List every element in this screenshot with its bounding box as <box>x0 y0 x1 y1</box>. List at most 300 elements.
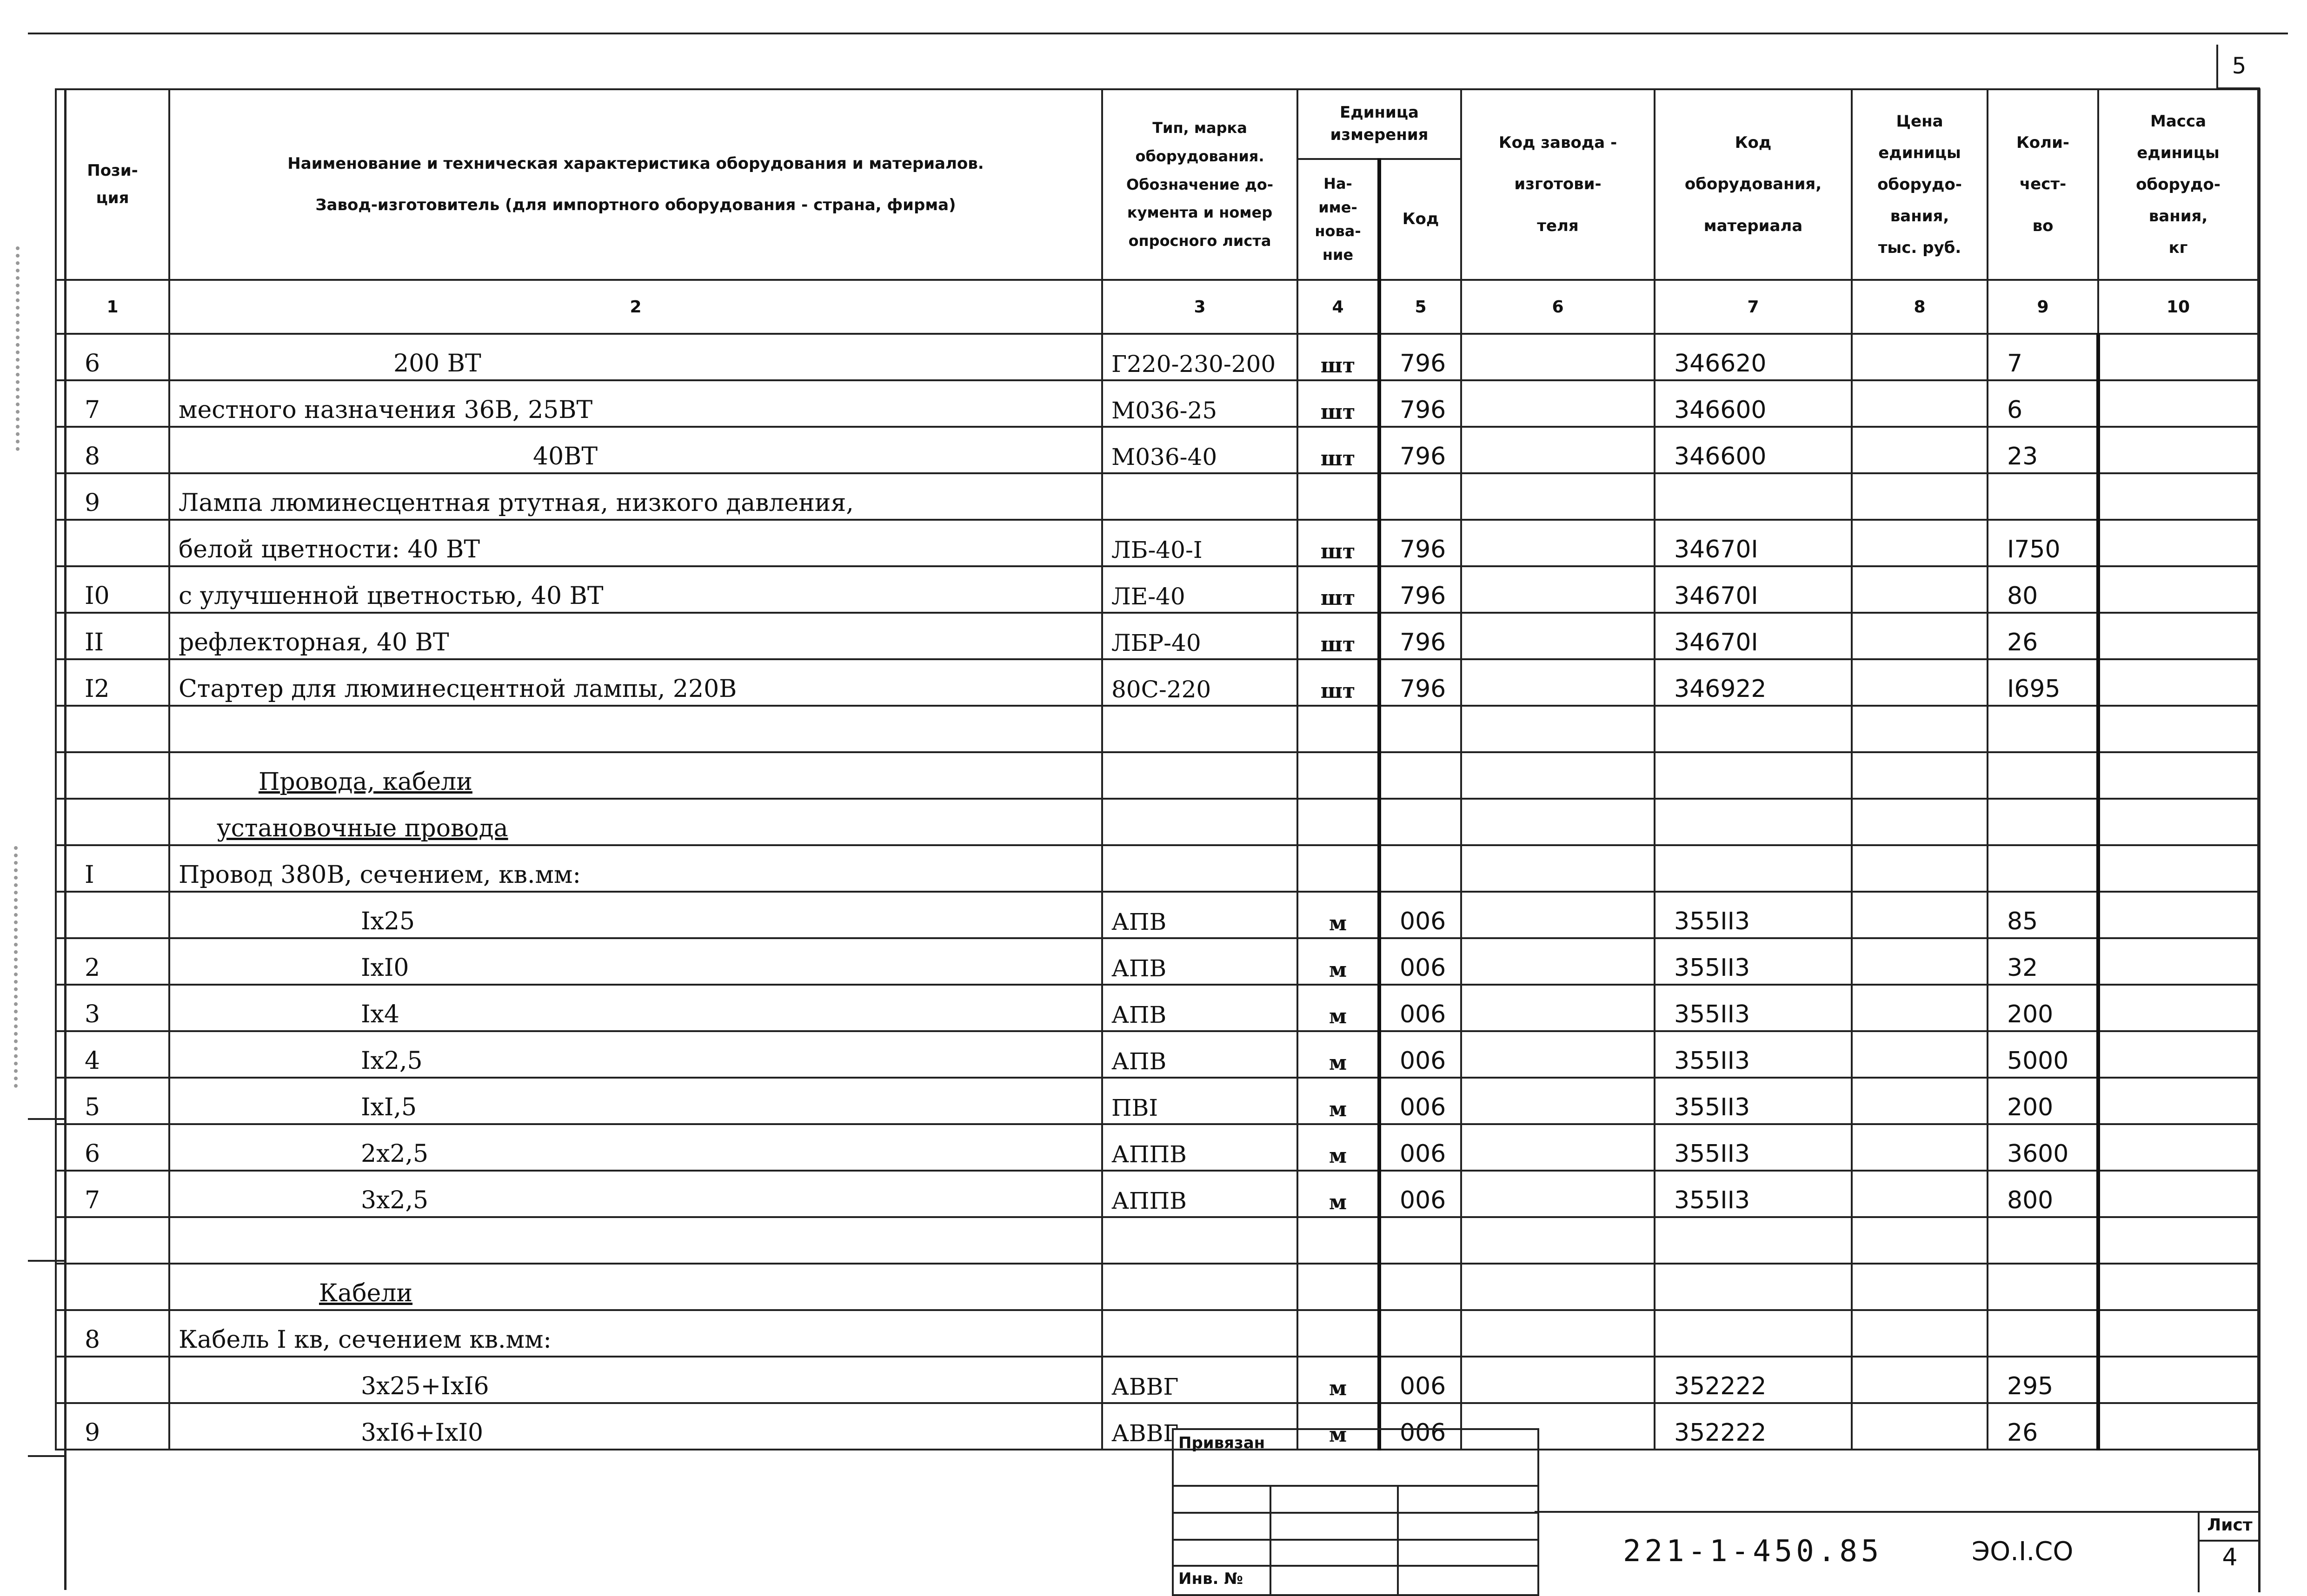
unit-code-cell: 796 <box>1379 566 1461 613</box>
header-price: Цена единицы оборудо- вания, тыс. руб. <box>1852 89 1988 280</box>
name-cell: установочные провода <box>169 799 1102 845</box>
position-cell: 9 <box>56 473 169 520</box>
quantity-cell: 295 <box>1988 1357 2098 1403</box>
name-cell: IхI0 <box>169 938 1102 985</box>
factory-code-cell <box>1461 427 1655 473</box>
unit-code-cell: 796 <box>1379 427 1461 473</box>
price-cell <box>1852 752 1988 799</box>
column-number-row <box>56 280 2258 334</box>
material-code-cell <box>1655 799 1852 845</box>
table-row <box>56 473 2258 520</box>
name-cell: Кабели <box>169 1264 1102 1310</box>
price-cell <box>1852 1403 1988 1450</box>
mass-cell <box>2098 1217 2258 1264</box>
unit-code-cell: 006 <box>1379 985 1461 1031</box>
unit-name-cell: м <box>1297 1171 1379 1217</box>
mass-cell <box>2098 1124 2258 1171</box>
mass-cell <box>2098 985 2258 1031</box>
type-cell <box>1102 1264 1297 1310</box>
top-frame-line <box>28 33 2288 34</box>
unit-code-cell: 006 <box>1379 1171 1461 1217</box>
table-row <box>56 752 2258 799</box>
column-number: 9 <box>1988 280 2098 334</box>
unit-name-cell: шт <box>1297 380 1379 427</box>
factory-code-cell <box>1461 1171 1655 1217</box>
position-cell: I2 <box>56 659 169 706</box>
mass-cell <box>2098 938 2258 985</box>
type-cell: ЛЕ-40 <box>1102 566 1297 613</box>
position-cell: II <box>56 613 169 659</box>
position-cell: I <box>56 845 169 892</box>
quantity-cell: I750 <box>1988 520 2098 566</box>
quantity-cell <box>1988 706 2098 752</box>
sheet-box <box>2198 1511 2260 1592</box>
name-cell <box>169 706 1102 752</box>
material-code-cell <box>1655 845 1852 892</box>
unit-code-cell <box>1379 473 1461 520</box>
quantity-cell <box>1988 1264 2098 1310</box>
header-unit-name: На- име- нова- ние <box>1297 159 1379 280</box>
factory-code-cell <box>1461 380 1655 427</box>
price-cell <box>1852 985 1988 1031</box>
type-cell: АППВ <box>1102 1124 1297 1171</box>
factory-code-cell <box>1461 1078 1655 1124</box>
mass-cell <box>2098 1171 2258 1217</box>
price-cell <box>1852 1217 1988 1264</box>
name-cell: 2х2,5 <box>169 1124 1102 1171</box>
position-cell <box>56 1357 169 1403</box>
material-code-cell <box>1655 1264 1852 1310</box>
factory-code-cell <box>1461 799 1655 845</box>
type-cell <box>1102 752 1297 799</box>
table-row <box>56 985 2258 1031</box>
material-code-cell: 346620 <box>1655 334 1852 380</box>
sheet-number: 4 <box>2222 1543 2238 1571</box>
factory-code-cell <box>1461 1357 1655 1403</box>
type-cell <box>1102 845 1297 892</box>
stamp-line <box>1397 1485 1399 1594</box>
table-row <box>56 938 2258 985</box>
unit-code-cell <box>1379 1217 1461 1264</box>
mass-cell <box>2098 566 2258 613</box>
table-row <box>56 427 2258 473</box>
type-cell: АПВ <box>1102 985 1297 1031</box>
header-material-code: Код оборудования, материала <box>1655 89 1852 280</box>
price-cell <box>1852 706 1988 752</box>
mass-cell <box>2098 520 2258 566</box>
price-cell <box>1852 1357 1988 1403</box>
factory-code-cell <box>1461 1264 1655 1310</box>
type-cell: ЛБР-40 <box>1102 613 1297 659</box>
unit-name-cell: м <box>1297 1124 1379 1171</box>
quantity-cell: 80 <box>1988 566 2098 613</box>
stamp-line <box>1270 1485 1271 1594</box>
position-cell: 7 <box>56 1171 169 1217</box>
price-cell <box>1852 1078 1988 1124</box>
header-position: Пози- ция <box>56 89 169 280</box>
material-code-cell: 346922 <box>1655 659 1852 706</box>
mass-cell <box>2098 1264 2258 1310</box>
quantity-cell: 200 <box>1988 1078 2098 1124</box>
material-code-cell: 355II3 <box>1655 1124 1852 1171</box>
unit-name-cell: шт <box>1297 520 1379 566</box>
mass-cell <box>2098 473 2258 520</box>
column-number: 5 <box>1379 280 1461 334</box>
table-row <box>56 566 2258 613</box>
unit-name-cell: м <box>1297 1403 1379 1450</box>
price-cell <box>1852 1171 1988 1217</box>
unit-name-cell: м <box>1297 938 1379 985</box>
header-type: Тип, марка оборудования. Обозначение до- кумента и номер опросного листа <box>1102 89 1297 280</box>
unit-name-cell: м <box>1297 892 1379 938</box>
table-row <box>56 1310 2258 1357</box>
unit-code-cell <box>1379 845 1461 892</box>
column-number: 10 <box>2098 280 2258 334</box>
mass-cell <box>2098 613 2258 659</box>
stamp-line <box>1174 1485 1537 1487</box>
type-cell: ПВI <box>1102 1078 1297 1124</box>
header-name: Наименование и техническая характеристика оборудования и материалов. Завод-изготовитель (для импортного оборудования - страна, фирма) <box>169 89 1102 280</box>
unit-code-cell: 006 <box>1379 1403 1461 1450</box>
name-cell: 3х25+IхI6 <box>169 1357 1102 1403</box>
margin-stamp-mark <box>16 246 38 451</box>
position-cell <box>56 706 169 752</box>
stamp-line <box>1174 1539 1537 1541</box>
unit-code-cell <box>1379 752 1461 799</box>
factory-code-cell <box>1461 613 1655 659</box>
factory-code-cell <box>1461 985 1655 1031</box>
unit-name-cell: шт <box>1297 334 1379 380</box>
unit-name-cell <box>1297 1264 1379 1310</box>
material-code-cell: 355II3 <box>1655 1078 1852 1124</box>
quantity-cell <box>1988 1217 2098 1264</box>
type-cell: ЛБ-40-I <box>1102 520 1297 566</box>
quantity-cell <box>1988 799 2098 845</box>
position-cell: 4 <box>56 1031 169 1078</box>
position-cell: 5 <box>56 1078 169 1124</box>
factory-code-cell <box>1461 892 1655 938</box>
name-cell: Iх25 <box>169 892 1102 938</box>
quantity-cell: 200 <box>1988 985 2098 1031</box>
table-row <box>56 334 2258 380</box>
mass-cell <box>2098 334 2258 380</box>
unit-code-cell: 006 <box>1379 1031 1461 1078</box>
unit-name-cell <box>1297 1217 1379 1264</box>
unit-code-cell: 796 <box>1379 380 1461 427</box>
position-cell: 7 <box>56 380 169 427</box>
quantity-cell <box>1988 473 2098 520</box>
specification-table <box>55 88 2259 1566</box>
quantity-cell: 3600 <box>1988 1124 2098 1171</box>
position-cell: 6 <box>56 1124 169 1171</box>
table-row <box>56 1264 2258 1310</box>
factory-code-cell <box>1461 659 1655 706</box>
header-quantity: Коли- чест- во <box>1988 89 2098 280</box>
quantity-cell: 23 <box>1988 427 2098 473</box>
unit-name-cell: м <box>1297 1031 1379 1078</box>
material-code-cell <box>1655 706 1852 752</box>
type-cell: АППВ <box>1102 1171 1297 1217</box>
price-cell <box>1852 1310 1988 1357</box>
quantity-cell: 85 <box>1988 892 2098 938</box>
header-mass: Масса единицы оборудо- вания, кг <box>2098 89 2258 280</box>
type-cell <box>1102 1310 1297 1357</box>
position-cell: 2 <box>56 938 169 985</box>
unit-name-cell <box>1297 799 1379 845</box>
price-cell <box>1852 1031 1988 1078</box>
position-cell <box>56 799 169 845</box>
material-code-cell: 355II3 <box>1655 892 1852 938</box>
column-number: 6 <box>1461 280 1655 334</box>
type-cell <box>1102 706 1297 752</box>
table-row <box>56 1171 2258 1217</box>
sheet-label: Лист <box>2200 1511 2260 1542</box>
document-code: 221-1-450.85 <box>1623 1534 1883 1569</box>
quantity-cell: 5000 <box>1988 1031 2098 1078</box>
position-cell <box>56 520 169 566</box>
unit-code-cell: 796 <box>1379 659 1461 706</box>
table-row <box>56 892 2258 938</box>
position-cell: 3 <box>56 985 169 1031</box>
price-cell <box>1852 613 1988 659</box>
position-cell <box>56 1217 169 1264</box>
name-cell: Iх4 <box>169 985 1102 1031</box>
position-cell <box>56 1264 169 1310</box>
factory-code-cell <box>1461 938 1655 985</box>
unit-code-cell <box>1379 799 1461 845</box>
unit-name-cell <box>1297 1310 1379 1357</box>
title-block-line <box>1535 1511 2258 1513</box>
price-cell <box>1852 520 1988 566</box>
price-cell <box>1852 1124 1988 1171</box>
unit-code-cell: 006 <box>1379 1357 1461 1403</box>
name-cell: 3хI6+IхI0 <box>169 1403 1102 1450</box>
unit-name-cell <box>1297 845 1379 892</box>
type-cell: АПВ <box>1102 938 1297 985</box>
name-cell: с улучшенной цветностью, 40 ВТ <box>169 566 1102 613</box>
type-cell: АПВ <box>1102 892 1297 938</box>
table-row <box>56 706 2258 752</box>
unit-code-cell: 006 <box>1379 1124 1461 1171</box>
name-cell: Провода, кабели <box>169 752 1102 799</box>
table-row <box>56 1403 2258 1450</box>
unit-name-cell: шт <box>1297 613 1379 659</box>
factory-code-cell <box>1461 706 1655 752</box>
type-cell: 80С-220 <box>1102 659 1297 706</box>
table-row <box>56 845 2258 892</box>
table-bottom-space <box>56 1450 2258 1566</box>
material-code-cell <box>1655 473 1852 520</box>
quantity-cell: 6 <box>1988 380 2098 427</box>
material-code-cell <box>1655 1310 1852 1357</box>
table-row <box>56 1124 2258 1171</box>
name-cell: Iх2,5 <box>169 1031 1102 1078</box>
position-cell: 6 <box>56 334 169 380</box>
quantity-cell: 26 <box>1988 613 2098 659</box>
table-row <box>56 613 2258 659</box>
quantity-cell: 800 <box>1988 1171 2098 1217</box>
unit-code-cell: 796 <box>1379 520 1461 566</box>
factory-code-cell <box>1461 520 1655 566</box>
column-number: 3 <box>1102 280 1297 334</box>
quantity-cell <box>1988 1310 2098 1357</box>
mass-cell <box>2098 659 2258 706</box>
factory-code-cell <box>1461 1310 1655 1357</box>
position-cell <box>56 752 169 799</box>
name-cell: Лампа люминесцентная ртутная, низкого давления, <box>169 473 1102 520</box>
material-code-cell: 355II3 <box>1655 1031 1852 1078</box>
mass-cell <box>2098 1078 2258 1124</box>
inventory-label: Инв. № <box>1178 1570 1243 1588</box>
mass-cell <box>2098 752 2258 799</box>
name-cell <box>169 1217 1102 1264</box>
name-cell: белой цветности: 40 ВТ <box>169 520 1102 566</box>
quantity-cell: 26 <box>1988 1403 2098 1450</box>
price-cell <box>1852 892 1988 938</box>
column-number: 7 <box>1655 280 1852 334</box>
header-factory-code: Код завода - изготови- теля <box>1461 89 1655 280</box>
unit-name-cell <box>1297 706 1379 752</box>
material-code-cell: 34670I <box>1655 520 1852 566</box>
name-cell: Стартер для люминесцентной лампы, 220В <box>169 659 1102 706</box>
material-code-cell: 34670I <box>1655 613 1852 659</box>
type-cell: Г220-230-200 <box>1102 334 1297 380</box>
mass-cell <box>2098 892 2258 938</box>
price-cell <box>1852 380 1988 427</box>
factory-code-cell <box>1461 845 1655 892</box>
table-row <box>56 1217 2258 1264</box>
quantity-cell: I695 <box>1988 659 2098 706</box>
material-code-cell: 34670I <box>1655 566 1852 613</box>
unit-name-cell: шт <box>1297 659 1379 706</box>
name-cell: местного назначения 36В, 25ВТ <box>169 380 1102 427</box>
unit-code-cell: 006 <box>1379 1078 1461 1124</box>
type-cell <box>1102 799 1297 845</box>
factory-code-cell <box>1461 473 1655 520</box>
mass-cell <box>2098 706 2258 752</box>
table-row <box>56 659 2258 706</box>
table-row <box>56 1078 2258 1124</box>
mass-cell <box>2098 1403 2258 1450</box>
material-code-cell <box>1655 1217 1852 1264</box>
unit-code-cell: 006 <box>1379 892 1461 938</box>
table-row <box>56 380 2258 427</box>
material-code-cell <box>1655 752 1852 799</box>
mass-cell <box>2098 845 2258 892</box>
type-cell: М036-25 <box>1102 380 1297 427</box>
name-cell: Кабель I кв, сечением кв.мм: <box>169 1310 1102 1357</box>
table-row <box>56 1357 2258 1403</box>
document-mark: ЭО.I.СО <box>1972 1536 2074 1567</box>
unit-name-cell <box>1297 752 1379 799</box>
price-cell <box>1852 427 1988 473</box>
bound-label: Привязан <box>1178 1434 1265 1452</box>
header-unit-code: Код <box>1379 159 1461 280</box>
binding-stamp <box>1172 1428 1539 1596</box>
mass-cell <box>2098 1031 2258 1078</box>
position-cell: 8 <box>56 1310 169 1357</box>
column-number: 8 <box>1852 280 1988 334</box>
name-cell: 40ВТ <box>169 427 1102 473</box>
material-code-cell: 355II3 <box>1655 1171 1852 1217</box>
unit-name-cell: м <box>1297 1357 1379 1403</box>
factory-code-cell <box>1461 566 1655 613</box>
unit-name-cell: шт <box>1297 427 1379 473</box>
type-cell: АВВГ <box>1102 1403 1297 1450</box>
material-code-cell: 346600 <box>1655 427 1852 473</box>
table-row <box>56 799 2258 845</box>
quantity-cell <box>1988 845 2098 892</box>
unit-name-cell: м <box>1297 985 1379 1031</box>
factory-code-cell <box>1461 752 1655 799</box>
factory-code-cell <box>1461 1124 1655 1171</box>
stamp-line <box>1174 1565 1537 1567</box>
column-number: 4 <box>1297 280 1379 334</box>
position-cell <box>56 892 169 938</box>
header-unit: Единица измерения <box>1297 89 1461 159</box>
margin-stamp-mark <box>14 846 36 1088</box>
quantity-cell <box>1988 752 2098 799</box>
unit-code-cell <box>1379 1264 1461 1310</box>
mass-cell <box>2098 1357 2258 1403</box>
mass-cell <box>2098 380 2258 427</box>
price-cell <box>1852 1264 1988 1310</box>
type-cell: АПВ <box>1102 1031 1297 1078</box>
type-cell <box>1102 473 1297 520</box>
mass-cell <box>2098 427 2258 473</box>
unit-code-cell: 796 <box>1379 613 1461 659</box>
table-row <box>56 1031 2258 1078</box>
price-cell <box>1852 566 1988 613</box>
table-row <box>56 520 2258 566</box>
type-cell: АВВГ <box>1102 1357 1297 1403</box>
factory-code-cell <box>1461 334 1655 380</box>
stamp-line <box>1174 1512 1537 1514</box>
price-cell <box>1852 659 1988 706</box>
name-cell: Провод 380В, сечением, кв.мм: <box>169 845 1102 892</box>
unit-name-cell: шт <box>1297 566 1379 613</box>
name-cell: рефлекторная, 40 ВТ <box>169 613 1102 659</box>
price-cell <box>1852 938 1988 985</box>
column-number: 2 <box>169 280 1102 334</box>
mass-cell <box>2098 799 2258 845</box>
mass-cell <box>2098 1310 2258 1357</box>
unit-code-cell: 006 <box>1379 938 1461 985</box>
column-number: 1 <box>56 280 169 334</box>
material-code-cell: 355II3 <box>1655 938 1852 985</box>
position-cell: 8 <box>56 427 169 473</box>
position-cell: 9 <box>56 1403 169 1450</box>
price-cell <box>1852 845 1988 892</box>
type-cell: М036-40 <box>1102 427 1297 473</box>
material-code-cell: 346600 <box>1655 380 1852 427</box>
price-cell <box>1852 334 1988 380</box>
position-cell: I0 <box>56 566 169 613</box>
material-code-cell: 355II3 <box>1655 985 1852 1031</box>
unit-name-cell: м <box>1297 1078 1379 1124</box>
page-number: 5 <box>2216 45 2260 89</box>
type-cell <box>1102 1217 1297 1264</box>
price-cell <box>1852 799 1988 845</box>
unit-code-cell <box>1379 1310 1461 1357</box>
material-code-cell: 352222 <box>1655 1357 1852 1403</box>
material-code-cell: 352222 <box>1655 1403 1852 1450</box>
quantity-cell: 32 <box>1988 938 2098 985</box>
factory-code-cell <box>1461 1031 1655 1078</box>
quantity-cell: 7 <box>1988 334 2098 380</box>
name-cell: 3х2,5 <box>169 1171 1102 1217</box>
unit-code-cell <box>1379 706 1461 752</box>
